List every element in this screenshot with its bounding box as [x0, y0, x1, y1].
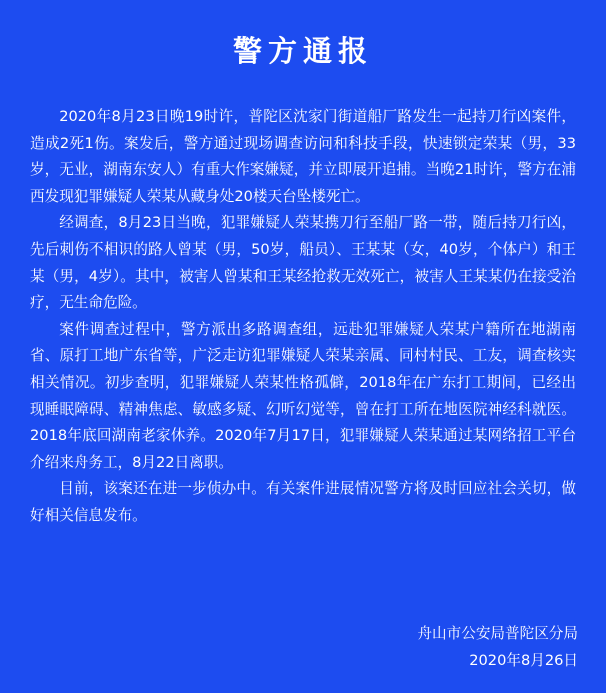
page-title: 警方通报 — [232, 34, 373, 68]
paragraph-3: 案件调查过程中，警方派出多路调查组，远赴犯罪嫌疑人荣某户籍所在地湖南省、原打工地广东省等，广泛走访犯罪嫌疑人荣某亲属、同村村民、工友，调查核实相关情况。初步查明，犯罪嫌疑人荣某性格孤僻，2018年在广东打工期间，已经出现睡眠障碍、精神焦虑、敏感多疑、幻听幻觉等，曾在打工所在地医院神经科就医。2018年底回湖南老家休养。2020年7月17日，犯罪嫌疑人荣某通过某网络招工平台介绍来舟务工，8月22日离职。 — [30, 320, 576, 471]
paragraph-2: 经调查，8月23日当晚，犯罪嫌疑人荣某携刀行至船厂路一带，随后持刀行凶，先后刺伤不相识的路人曾某（男，50岁，船员）、王某某（女，40岁，个体户）和王某（男，4岁）。其中，被害人曾某和王某经抢救无效死亡，被害人王某某仍在接受治疗，无生命危险。 — [30, 214, 576, 312]
notice-body — [30, 104, 576, 530]
paragraph-1: 2020年8月23日晚19时许，普陀区沈家门街道船厂路发生一起持刀行凶案件，造成2死1伤。案发后，警方通过现场调查访问和科技手段，快速锁定荣某（男，33岁，无业，湖南东安人）有重大作案嫌疑，并立即展开追捕。当晚21时许，警方在浦西发现犯罪嫌疑人荣某从藏身处20楼天台坠楼死亡。 — [30, 108, 576, 205]
issue-date: 2020年8月26日 — [469, 652, 578, 669]
issuer-name: 舟山市公安局普陀区分局 — [417, 625, 578, 642]
signature-block — [417, 620, 578, 674]
paragraph-4: 目前，该案还在进一步侦办中。有关案件进展情况警方将及时回应社会关切，做好相关信息发布。 — [30, 480, 576, 524]
